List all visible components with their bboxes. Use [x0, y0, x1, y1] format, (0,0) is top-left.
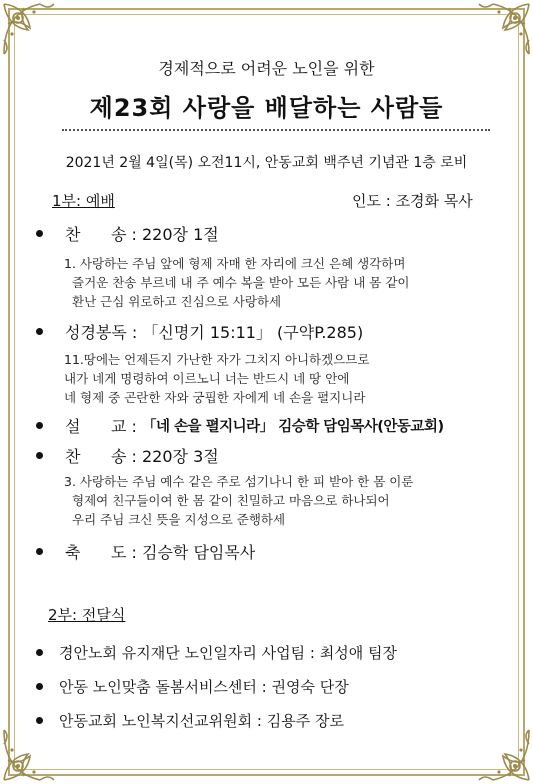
part2-item-label: 안동 노인맞춤 돌봄서비스센터 : 권영숙 단장: [59, 678, 349, 696]
bullet-icon: [36, 649, 43, 656]
hymn2-label: 찬 송 : 220장 3절: [65, 447, 219, 466]
part2-item-label: 경안노회 유지재단 노인일자리 사업팀 : 최성애 팀장: [59, 644, 397, 662]
bullet-icon: [36, 452, 43, 459]
part2-item-label: 안동교회 노인복지선교위원회 : 김용주 장로: [59, 712, 344, 730]
corner-ornament-icon: [475, 0, 533, 58]
lyric-line: 즐거운 찬송 부르네 내 주 예수 복을 받아 모든 사람 내 몸 같이: [72, 275, 410, 290]
event-date-location: 2021년 2월 4일(목) 오전11시, 안동교회 백주년 기념관 1층 로비: [65, 155, 468, 171]
lyric-line: 3. 사랑하는 주님 예수 같은 주로 섬기나니 한 피 받아 한 몸 이룬: [64, 474, 414, 489]
bullet-icon: [36, 230, 43, 237]
sermon-title-preacher: 「네 손을 펼지니라」 김승학 담임목사(안동교회): [142, 419, 444, 435]
hymn1-label: 찬 송 : 220장 1절: [65, 225, 219, 244]
hymn2-lyrics: [64, 472, 413, 529]
corner-ornament-icon: [0, 726, 58, 784]
bullet-icon: [36, 683, 43, 690]
part2-item: [36, 642, 397, 663]
part2-item: [36, 676, 349, 697]
scripture-label: 성경봉독 : 「신명기 15:11」 (구약P.285): [65, 323, 364, 342]
dotted-divider: [62, 129, 490, 131]
scripture-item: [36, 320, 363, 343]
lyric-line: 우리 주님 크신 뜻을 지성으로 준행하세: [72, 512, 286, 527]
scripture-line: 11.땅에는 언제든지 가난한 자가 그치지 아니하겠으므로: [64, 352, 370, 367]
lyric-line: 형제여 친구들이여 한 몸 같이 친밀하고 마음으로 하나되어: [72, 493, 390, 508]
bullet-icon: [36, 717, 43, 724]
sermon-item: [36, 414, 444, 437]
corner-ornament-icon: [0, 0, 58, 58]
benediction-label: 축 도 : 김승학 담임목사: [65, 543, 256, 562]
scripture-line: 네 형제 중 곤란한 자와 궁핍한 자에게 네 손을 펼지니라: [64, 390, 366, 405]
hymn1-lyrics: [64, 254, 409, 311]
scripture-text: [64, 350, 369, 407]
sermon-label: 설 교 :: [65, 417, 142, 436]
corner-ornament-icon: [475, 726, 533, 784]
event-subtitle: 경제적으로 어려운 노인을 위한: [158, 59, 375, 78]
part2-item: [36, 710, 344, 731]
worship-leader: 인도 : 조경화 목사: [352, 192, 473, 210]
hymn2-item: [36, 444, 219, 467]
scripture-line: 내가 네게 명령하여 이르노니 너는 반드시 네 땅 안에: [64, 371, 350, 386]
bullet-icon: [36, 422, 43, 429]
bullet-icon: [36, 548, 43, 555]
hymn1-item: [36, 222, 219, 245]
benediction-item: [36, 540, 255, 563]
part1-title: 1부: 예배: [52, 192, 115, 210]
bullet-icon: [36, 328, 43, 335]
part2-title: 2부: 전달식: [48, 606, 126, 624]
lyric-line: 환난 근심 위로하고 진심으로 사랑하세: [72, 294, 282, 309]
page-title: 제23회 사랑을 배달하는 사람들: [89, 94, 444, 122]
lyric-line: 1. 사랑하는 주님 앞에 형제 자매 한 자리에 크신 은혜 생각하며: [64, 256, 406, 271]
